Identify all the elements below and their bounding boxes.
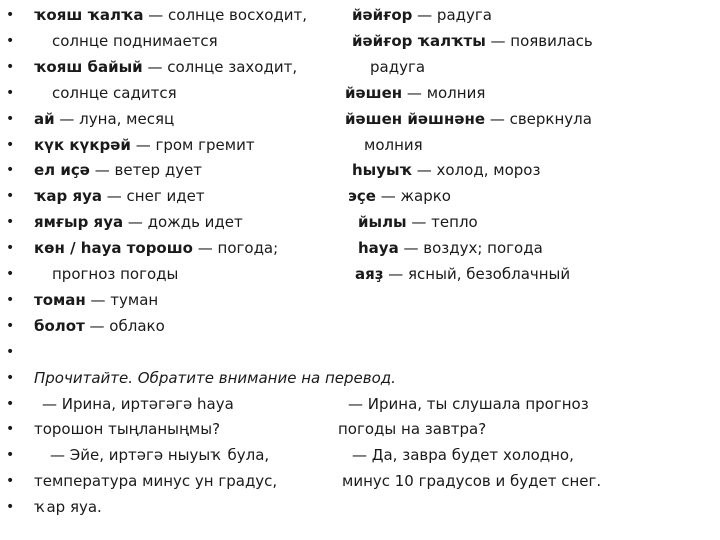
translation-text: ҡар яуа. [34,498,102,517]
translation-text: — туман [85,290,159,309]
translation-text: — холод, мороз [411,161,541,180]
left-column-text [34,365,396,391]
translation-text: молния [364,135,423,154]
bashkir-term: аяҙ [355,265,384,283]
translation-text: — радуга [412,6,492,24]
bullet-icon: • [6,84,15,101]
list-item [0,132,720,158]
list-item [0,28,720,54]
bashkir-term: йәшен йәшнәне [345,109,486,128]
translation-text: — солнце заходит, [142,57,298,76]
translation-text: — Да, завра будет холодно, [352,446,574,465]
bashkir-term: йылы [358,213,407,232]
bullet-icon: • [6,317,15,334]
right-column-text [358,235,543,261]
bashkir-term: ел иҫә [34,161,90,180]
list-item [0,313,720,339]
list-item [0,468,720,494]
right-column-text [345,106,592,132]
bullet-icon: • [6,499,15,516]
bullet-icon: • [6,58,15,75]
left-column-text [52,261,178,287]
left-column-text [34,313,165,339]
list-item [0,416,720,442]
left-column-text [34,235,278,261]
list-item [0,391,720,417]
left-column-text [34,2,307,28]
right-column-text [355,261,570,287]
list-item [0,287,720,313]
right-column-text [338,416,486,442]
bullet-icon: • [6,240,15,257]
list-item [0,235,720,261]
right-column-text [348,183,451,209]
left-column-text [42,391,234,417]
left-column-text [34,416,220,442]
bullet-icon: • [6,343,15,360]
list-item [0,106,720,132]
right-column-text [352,2,492,28]
translation-text: — дождь идет [123,213,243,232]
bullet-icon: • [6,162,15,179]
translation-text: — появилась [485,31,593,50]
translation-text: — тепло [406,213,478,232]
translation-text: — молния [402,83,486,102]
right-column-text [345,80,485,106]
bullet-icon: • [6,473,15,490]
translation-text: — облако [84,316,165,335]
left-column-text [34,157,202,183]
translation-text: — Ирина, иртәгәгә һауа [42,394,234,413]
translation-text: радуга [370,57,426,76]
left-column-text [34,132,255,158]
left-column-text [34,183,205,209]
right-column-text [352,157,540,183]
bashkir-term: ҡояш байый [34,57,143,76]
bashkir-term: һыуыҡ [352,161,412,180]
bullet-icon: • [6,110,15,127]
left-column-text [34,209,243,235]
list-item [0,339,720,365]
bashkir-term: йәйғор [352,6,413,24]
right-column-text [348,391,589,417]
translation-text: — Ирина, ты слушала прогноз [348,394,589,413]
bullet-icon: • [6,421,15,438]
right-column-text [352,442,574,468]
translation-text: прогноз погоды [52,265,179,283]
translation-text: погоды на завтра? [338,420,487,439]
left-column-text [52,80,177,106]
translation-text: минус 10 градусов и будет снег. [342,472,602,491]
bullet-icon: • [6,369,15,386]
bashkir-term: ямғыр яуа [34,213,124,232]
bullet-icon: • [6,188,15,205]
list-item [0,2,720,28]
list-item [0,365,720,391]
translation-text: — воздух; погода [398,239,543,258]
right-column-text [364,132,423,158]
translation-text: — ветер дует [89,161,203,180]
bashkir-term: томан [34,290,86,309]
bashkir-term: күк күкрәй [34,135,131,154]
translation-text: солнце поднимается [52,31,218,50]
bashkir-term: көн / һауа торошо [34,239,193,258]
bullet-icon: • [6,32,15,49]
bullet-icon: • [6,214,15,231]
bashkir-term: эҫе [348,187,376,206]
translation-text: Прочитайте. Обратите внимание на перевод. [34,368,396,387]
left-column-text [34,494,102,520]
right-column-text [358,209,478,235]
right-column-text [342,468,601,494]
translation-text: торошон тыңланыңмы? [34,420,221,439]
list-item [0,80,720,106]
list-item [0,442,720,468]
left-column-text [34,468,277,494]
translation-text: — ясный, безоблачный [383,265,571,283]
bullet-icon: • [6,266,15,282]
list-item [0,183,720,209]
bashkir-term: йәйғор ҡалҡты [352,31,486,50]
translation-text: — погода; [192,239,279,258]
translation-text: — гром гремит [130,135,255,154]
bashkir-term: ай [34,109,55,128]
left-column-text [50,442,269,468]
translation-text: солнце садится [52,83,177,102]
left-column-text [52,28,218,54]
bashkir-term: һауа [358,239,399,258]
bashkir-term: ҡояш ҡалҡа [34,6,144,24]
bullet-icon: • [6,395,15,412]
bullet-icon: • [6,447,15,464]
bullet-icon: • [6,291,15,308]
list-item [0,494,720,520]
list-item [0,209,720,235]
right-column-text [352,28,593,54]
translation-text: — сверкнула [485,109,592,128]
list-item [0,157,720,183]
left-column-text [34,54,297,80]
translation-text: — жарко [375,187,451,206]
left-column-text [34,106,174,132]
translation-text: температура минус ун градус, [34,472,278,491]
bashkir-term: йәшен [345,83,403,102]
bashkir-term: болот [34,316,85,335]
translation-text: — Эйе, иртәгә ныуыҡ була, [50,446,270,465]
right-column-text [370,54,425,80]
bullet-icon: • [6,136,15,153]
list-item [0,261,720,287]
bullet-icon: • [6,7,15,23]
translation-text: — солнце восходит, [143,6,308,24]
translation-text: — снег идет [102,187,205,206]
left-column-text [34,287,158,313]
list-item [0,54,720,80]
bashkir-term: ҡар яуа [34,187,103,206]
translation-text: — луна, месяц [54,109,175,128]
